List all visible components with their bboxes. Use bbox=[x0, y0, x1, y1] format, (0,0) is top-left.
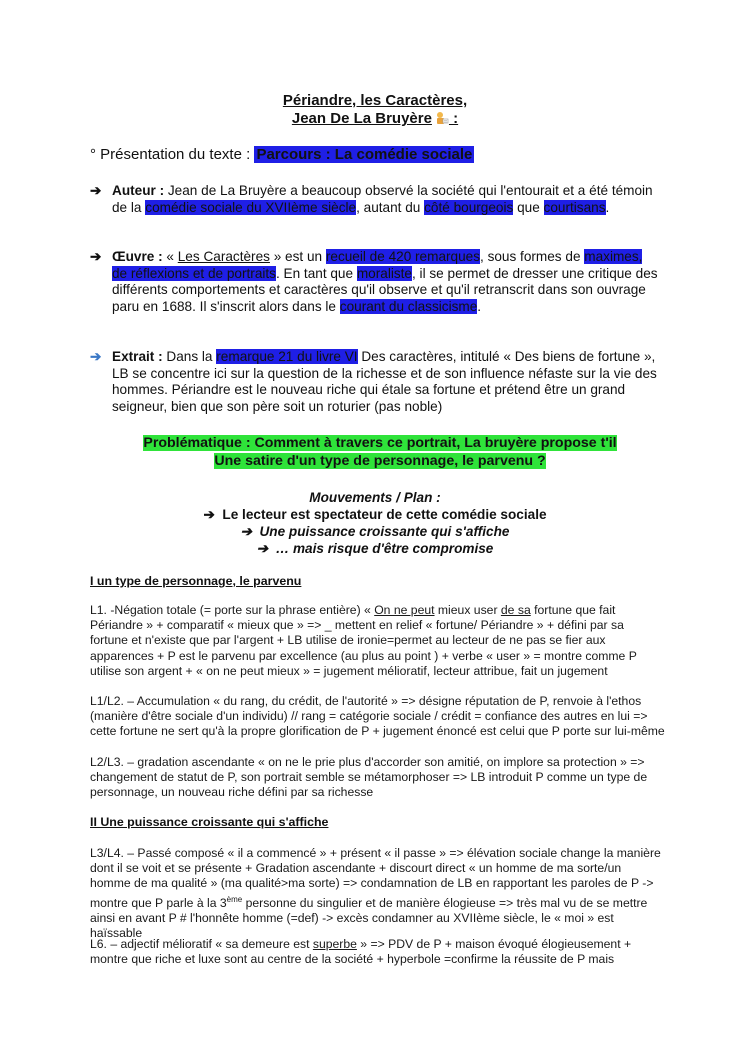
auteur-text: , autant du bbox=[356, 199, 425, 215]
underlined-text: de sa bbox=[500, 603, 531, 617]
document-title bbox=[0, 92, 750, 109]
section-1-paragraph-2: L1/L2. – Accumulation « du rang, du crédit, de l'autorité » => désigne réputation de P, renvoie à l'ethos (manière d'être sociale d'un individu) // rang = catégorie sociale / crédit = confiance des autres en lui => cette fortune ne sert qu'à la propre glorification de P + jugement énoncé est celui que P porte sur lui-même bbox=[90, 694, 665, 739]
plan-item-1 bbox=[0, 506, 750, 523]
auteur-text: Jean de La Bruyère a beaucoup observé la société qui l'entourait et a été témoin de la bbox=[112, 183, 653, 215]
underlined-text: On ne peut bbox=[374, 603, 435, 617]
plan-item-text: Le lecteur est spectateur de cette comédie sociale bbox=[222, 507, 547, 522]
presentation-line bbox=[90, 146, 474, 163]
auteur-label: Auteur : bbox=[112, 183, 165, 198]
problematique-line-1: Problématique : Comment à travers ce portrait, La bruyère propose t'il bbox=[143, 435, 617, 451]
highlight: maximes, de réflexions et de portraits bbox=[112, 249, 643, 281]
auteur-bullet bbox=[90, 183, 658, 216]
auteur-text: que bbox=[513, 199, 544, 215]
paragraph-text: L3/L4. – Passé composé « il a commencé » + présent « il passe » => élévation sociale change la manière dont il se voit et se présente + Gradation ascendante + discourt direct « un homme de ma sorte/un homme de ma qualité » (ma qualité>ma sorte) => condamnation de LB en rapportant les paroles de P -> montre que P parle à la 3 bbox=[90, 846, 661, 910]
highlight: remarque 21 du livre VI bbox=[216, 349, 358, 364]
parcours-highlight: Parcours : La comédie sociale bbox=[256, 146, 473, 163]
section-2-paragraph-1 bbox=[90, 846, 665, 941]
oeuvre-text: , sous formes de bbox=[480, 249, 585, 264]
plan-item-3 bbox=[0, 540, 750, 557]
highlight: côté bourgeois bbox=[424, 199, 514, 215]
document-subtitle bbox=[0, 110, 750, 127]
paragraph-text: L6. – adjectif mélioratif « sa demeure est bbox=[90, 937, 313, 951]
highlight: courant du classicisme bbox=[339, 298, 478, 314]
arrow-right-icon: ➔ bbox=[90, 349, 102, 364]
extrait-label: Extrait : bbox=[112, 349, 163, 364]
highlight: recueil de 420 remarques bbox=[325, 249, 481, 264]
paragraph-text: personne du singulier et de manière élogieuse => très mal vu de se mettre ainsi en avant P # l'honnête homme (=def) -> excès condamner au XVIIème siècle, le « moi » est haïssable bbox=[90, 895, 648, 941]
plan-item-text: … mais risque d'être compromise bbox=[275, 541, 494, 556]
extrait-text: Dans la bbox=[162, 349, 217, 364]
plan-item-text: Une puissance croissante qui s'affiche bbox=[259, 524, 510, 539]
oeuvre-text: « bbox=[162, 249, 178, 264]
section-2-heading: II Une puissance croissante qui s'affiche bbox=[90, 815, 329, 829]
oeuvre-text: » est un bbox=[269, 249, 326, 264]
paragraph-text: » => PDV de P + maison évoqué élogieusement + montre que riche et luxe sont au centre de la société + hyperbole =confirme la réussite de P mais bbox=[90, 937, 632, 967]
superscript: ème bbox=[226, 894, 243, 904]
section-1-paragraph-1 bbox=[90, 603, 665, 679]
title-line-1: Périandre, les Caractères, bbox=[282, 92, 468, 109]
writing-person-icon bbox=[435, 111, 449, 125]
oeuvre-title: Les Caractères bbox=[177, 249, 270, 264]
oeuvre-bullet bbox=[90, 249, 658, 315]
section-2-paragraph-2 bbox=[90, 937, 665, 967]
paragraph-text: fortune que fait Périandre » + comparatif « mieux que » => _ mettent en relief « fortune/ Périandre » + défini par sa fortune et n'existe que par l'argent + LB utilise de ironie=permet au lecteur de ne pas se fier aux apparences + P est le parvenu par excellence (au plus au point ) + verbe « user » = montre comme P utilise son argent + « on ne peut mieux » = jugement mélioratif, lecteur attribue, fait un jugement bbox=[90, 603, 637, 678]
arrow-right-icon: ➔ bbox=[90, 183, 102, 198]
title-author: Jean De La Bruyère bbox=[291, 110, 432, 127]
plan-item-2 bbox=[0, 523, 750, 540]
oeuvre-text: . bbox=[477, 298, 482, 314]
extrait-text: Des caractères, intitulé « Des biens de fortune », LB se concentre ici sur la question de la richesse et de son influence néfaste sur la vie des hommes. Périandre est le nouveau riche qui étale sa fortune et prétend être un grand seigneur, bien que son père soit un roturier (pas noble) bbox=[112, 349, 657, 414]
highlight: courtisans bbox=[543, 199, 606, 215]
highlight: moraliste bbox=[356, 265, 412, 281]
extrait-bullet bbox=[90, 349, 658, 415]
arrow-right-icon: ➔ bbox=[256, 541, 269, 556]
arrow-right-icon: ➔ bbox=[203, 507, 215, 522]
plan-heading: Mouvements / Plan : bbox=[309, 490, 441, 505]
highlight: comédie sociale du XVIIème siècle bbox=[145, 199, 357, 215]
auteur-text: . bbox=[605, 199, 610, 215]
oeuvre-text: . En tant que bbox=[275, 265, 357, 281]
problematique bbox=[100, 434, 660, 470]
underlined-text: superbe bbox=[312, 937, 357, 951]
paragraph-text: L1. -Négation totale (= porte sur la phrase entière) « bbox=[90, 603, 375, 617]
title-colon: : bbox=[448, 110, 459, 127]
arrow-right-icon: ➔ bbox=[240, 524, 252, 539]
section-1-heading: I un type de personnage, le parvenu bbox=[90, 574, 302, 588]
oeuvre-text: , il se permet de dresser une critique des différents comportements et caractères qu'il observe et qu'il retranscrit dans son ouvrage paru en 1688. Il s'inscrit alors dans le bbox=[112, 265, 658, 314]
section-1-paragraph-3: L2/L3. – gradation ascendante « on ne le prie plus d'accorder son amitié, on implore sa protection » => changement de statut de P, son portrait semble se métamorphoser => LB introduit P comme un type de personnage, un nouveau riche défini par sa richesse bbox=[90, 755, 648, 800]
arrow-right-icon: ➔ bbox=[90, 249, 102, 264]
presentation-label: ° Présentation du texte : bbox=[90, 146, 255, 163]
oeuvre-label: Œuvre : bbox=[112, 249, 163, 264]
paragraph-text: mieux user bbox=[434, 603, 501, 617]
problematique-line-2: Une satire d'un type de personnage, le parvenu ? bbox=[214, 453, 546, 469]
